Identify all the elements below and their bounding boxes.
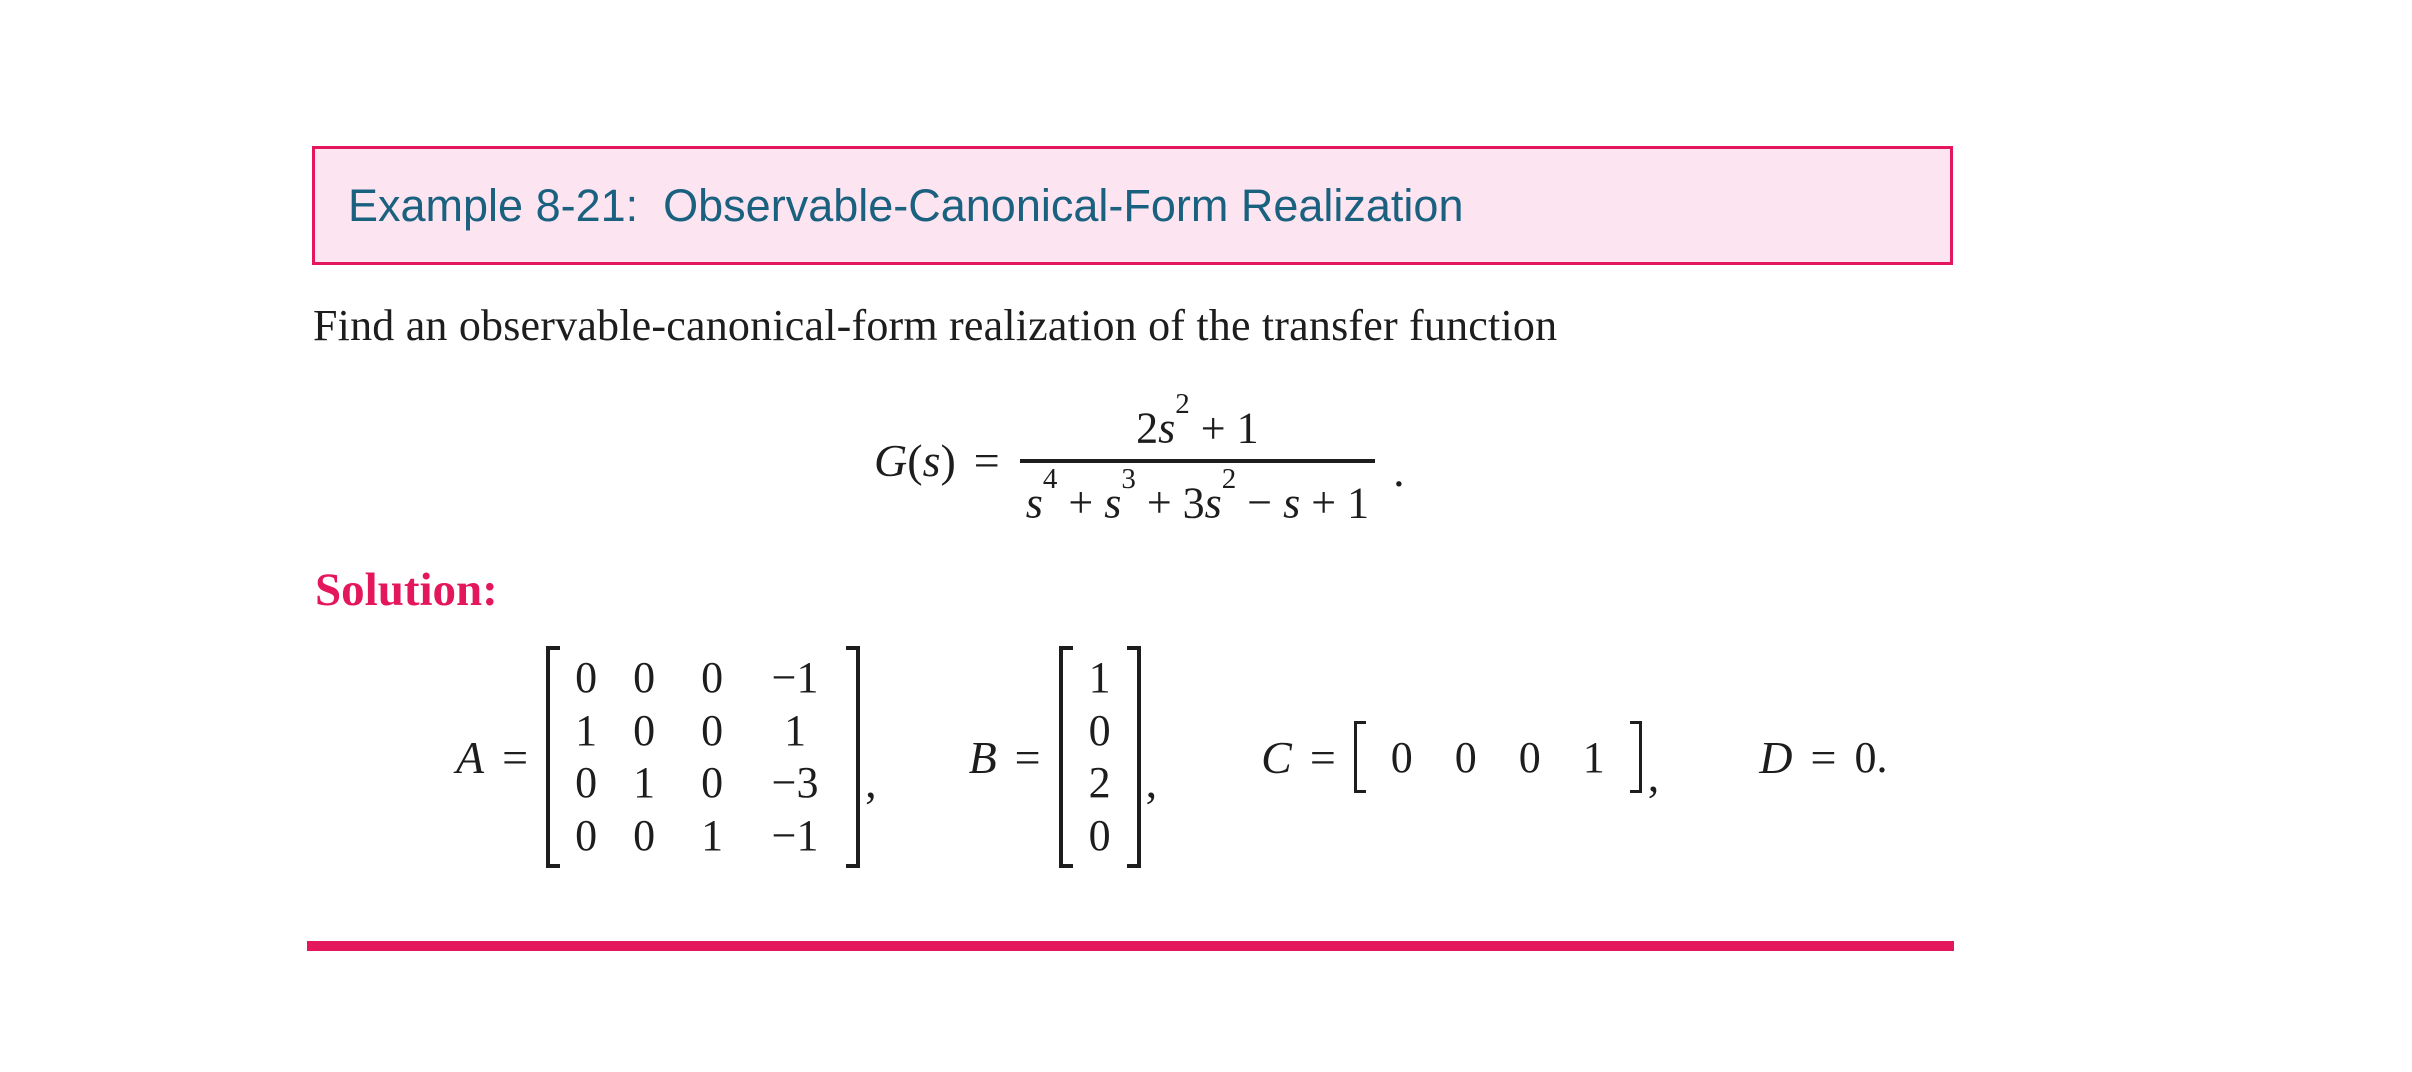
matrix-b-equals: =	[1014, 731, 1041, 783]
den-s4: s	[1283, 478, 1301, 528]
lparen: (	[907, 435, 923, 487]
matrix-a-grid	[560, 646, 846, 868]
matrix-cell: 0	[1454, 732, 1477, 782]
den-coef3: 3	[1182, 478, 1205, 528]
matrix-cell: 0	[575, 758, 598, 808]
num-s: s	[1158, 403, 1176, 453]
matrix-cell: 0	[575, 810, 598, 860]
matrix-cell: 0	[1088, 705, 1111, 755]
matrix-right-bracket	[1630, 721, 1642, 793]
matrix-cell: 0	[1518, 732, 1541, 782]
matrix-cell: 1	[1582, 732, 1605, 782]
fraction-numerator	[1130, 390, 1264, 457]
matrix-cell: 2	[1088, 758, 1111, 808]
num-const: 1	[1236, 403, 1259, 453]
matrix-cell: 1	[701, 810, 724, 860]
den-plus2: +	[1146, 478, 1172, 528]
matrix-cell: 0	[633, 810, 656, 860]
equals-sign: =	[973, 435, 1000, 487]
transfer-function-equation	[874, 390, 1405, 531]
matrix-left-bracket	[546, 646, 560, 868]
matrix-a	[546, 646, 860, 868]
equation-lhs	[874, 434, 1018, 487]
matrix-cell: 0	[701, 653, 724, 703]
intro-sentence: Find an observable-canonical-form realization of the transfer function	[313, 301, 1558, 350]
den-s1: s	[1025, 478, 1043, 528]
matrix-c	[1354, 721, 1642, 793]
equation-period: .	[1393, 445, 1405, 497]
matrix-cell: 1	[633, 758, 656, 808]
den-s2: s	[1104, 478, 1122, 528]
variable-s: s	[922, 435, 941, 487]
matrix-cell: −3	[771, 758, 819, 808]
matrix-cell: 1	[784, 705, 807, 755]
matrix-b	[1059, 646, 1141, 868]
matrix-c-cells	[1366, 721, 1630, 793]
matrix-right-bracket	[846, 646, 860, 868]
matrix-d-symbol: D	[1759, 731, 1793, 783]
comma-after-a: ,	[865, 755, 877, 807]
den-exp1: 4	[1042, 462, 1058, 495]
matrix-cell: −1	[771, 653, 819, 703]
matrix-cell: 0	[1390, 732, 1413, 782]
matrix-left-bracket	[1059, 646, 1073, 868]
matrix-a-equals: =	[502, 731, 529, 783]
matrix-cell: 1	[1088, 653, 1111, 703]
den-plus1: +	[1068, 478, 1094, 528]
den-const: 1	[1347, 478, 1370, 528]
den-exp2: 3	[1121, 462, 1136, 495]
num-exponent: 2	[1175, 388, 1190, 420]
matrix-d-value: 0.	[1854, 732, 1888, 782]
matrix-cell: 0	[701, 705, 724, 755]
matrix-cell: 0	[701, 758, 724, 808]
den-exp3: 2	[1221, 462, 1237, 495]
den-plus3: +	[1311, 478, 1337, 528]
example-title: Example 8-21: Observable-Canonical-Form Realization	[348, 179, 1464, 231]
matrix-b-symbol: B	[968, 731, 997, 783]
matrix-c-equals: =	[1309, 731, 1336, 783]
comma-after-b: ,	[1145, 755, 1158, 807]
fraction-denominator	[1020, 462, 1375, 532]
matrix-a-symbol: A	[456, 731, 485, 783]
den-s3: s	[1204, 478, 1222, 528]
matrix-cell: −1	[771, 810, 819, 860]
bottom-rule	[307, 941, 1954, 951]
scalar-d	[1759, 731, 1887, 784]
rparen: )	[940, 435, 956, 487]
fraction-bar	[1020, 459, 1375, 463]
num-coef: 2	[1136, 403, 1159, 453]
matrix-cell: 0	[1088, 810, 1111, 860]
fraction	[1020, 390, 1375, 531]
matrix-cell: 0	[633, 653, 656, 703]
matrix-right-bracket	[1127, 646, 1141, 868]
matrix-cell: 0	[633, 705, 656, 755]
comma-after-c: ,	[1647, 749, 1660, 801]
matrix-left-bracket	[1354, 721, 1366, 793]
solution-label: Solution:	[315, 564, 498, 616]
matrix-cell: 1	[575, 705, 598, 755]
matrix-cell: 0	[575, 653, 598, 703]
example-title-box	[312, 146, 1953, 265]
matrix-d-equals: =	[1810, 731, 1837, 783]
num-plus: +	[1200, 403, 1226, 453]
matrix-c-symbol: C	[1261, 731, 1292, 783]
state-space-row	[456, 644, 1887, 870]
function-symbol: G	[874, 435, 908, 487]
den-minus: −	[1247, 478, 1273, 528]
matrix-b-grid	[1073, 646, 1127, 868]
